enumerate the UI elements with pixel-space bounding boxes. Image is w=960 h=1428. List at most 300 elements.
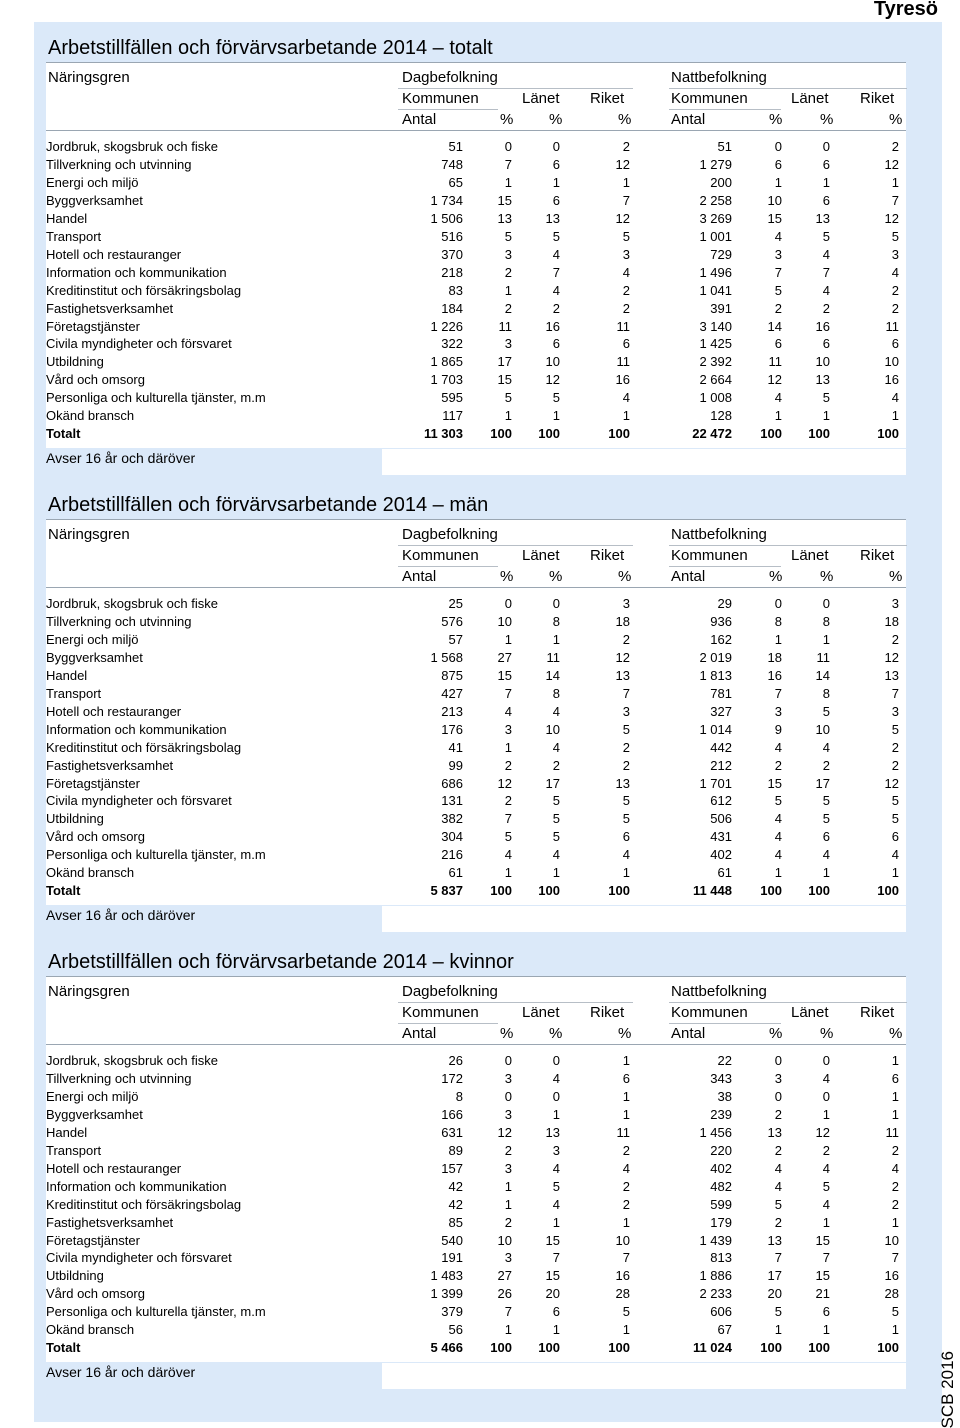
table-row: [46, 156, 906, 174]
cell-day-antal: 540: [441, 1232, 463, 1248]
row-label: Energi och miljö: [46, 174, 139, 190]
cell-night-pct-riket: 5: [891, 1304, 899, 1320]
cell-day-pct-riket: 5: [622, 1304, 630, 1320]
cell-day-antal: 595: [441, 390, 463, 406]
table-row: [46, 1249, 906, 1267]
day-header-underline: [398, 1002, 633, 1003]
table-row: [46, 846, 906, 864]
cell-night-pct-lan: 100: [808, 1340, 830, 1356]
cell-night-antal: 1 001: [699, 228, 732, 244]
col-header-night-riket: Riket: [860, 1004, 895, 1021]
cell-night-antal: 38: [717, 1088, 732, 1104]
cell-day-pct-lan: 5: [552, 390, 560, 406]
cell-night-pct-lan: 100: [808, 883, 830, 899]
cell-night-pct-riket: 6: [891, 336, 899, 352]
cell-night-pct-lan: 5: [822, 1178, 830, 1194]
cell-day-antal: 216: [441, 847, 463, 863]
row-label: Information och kommunikation: [46, 1178, 227, 1194]
cell-day-pct-riket: 1: [622, 1053, 630, 1068]
cell-day-pct-kommun: 26: [497, 1286, 512, 1302]
cell-day-pct-kommun: 17: [497, 354, 512, 370]
cell-day-pct-lan: 13: [545, 1124, 560, 1140]
cell-night-pct-riket: 3: [891, 703, 899, 719]
col-header-day-pct-riket: %: [618, 568, 632, 585]
cell-day-antal: 26: [448, 1053, 463, 1068]
table-row: [46, 1196, 906, 1214]
col-header-day-riket: Riket: [590, 1004, 625, 1021]
cell-day-pct-kommun: 27: [497, 649, 512, 665]
cell-day-pct-lan: 4: [552, 1196, 560, 1212]
row-label: Jordbruk, skogsbruk och fiske: [46, 1053, 218, 1068]
cell-night-pct-lan: 1: [822, 1322, 830, 1338]
cell-night-pct-kommun: 100: [760, 1340, 782, 1356]
cell-day-pct-kommun: 1: [504, 631, 512, 647]
header-bottom-rule: [46, 1044, 906, 1045]
cell-night-pct-lan: 7: [822, 1250, 830, 1266]
cell-day-pct-lan: 5: [552, 228, 560, 244]
cell-day-pct-riket: 4: [622, 390, 630, 406]
cell-night-antal: 431: [710, 829, 732, 845]
footnote: Avser 16 år och däröver: [46, 450, 196, 466]
cell-night-pct-kommun: 3: [774, 1070, 782, 1086]
cell-day-pct-riket: 4: [622, 1160, 630, 1176]
cell-day-pct-lan: 0: [552, 1053, 560, 1068]
cell-night-antal: 67: [717, 1322, 732, 1338]
cell-day-pct-riket: 1: [622, 1106, 630, 1122]
cell-day-antal: 166: [441, 1106, 463, 1122]
cell-night-pct-riket: 10: [884, 354, 899, 370]
cell-night-antal: 442: [710, 739, 732, 755]
table-row: [46, 1160, 906, 1178]
table-row: [46, 210, 906, 228]
cell-night-pct-kommun: 2: [774, 1214, 782, 1230]
cell-day-antal: 631: [441, 1124, 463, 1140]
cell-day-pct-kommun: 2: [504, 757, 512, 773]
cell-night-pct-kommun: 14: [767, 318, 782, 334]
cell-day-pct-kommun: 27: [497, 1268, 512, 1284]
cell-day-antal: 89: [448, 1142, 463, 1158]
cell-day-pct-kommun: 15: [497, 372, 512, 388]
cell-night-pct-kommun: 3: [774, 246, 782, 262]
table-row: [46, 1267, 906, 1285]
cell-night-pct-lan: 11: [816, 649, 830, 665]
cell-day-pct-kommun: 13: [497, 210, 512, 226]
table-row: [46, 1285, 906, 1303]
cell-night-antal: 162: [710, 631, 732, 647]
row-label: Vård och omsorg: [46, 829, 145, 845]
row-label: Handel: [46, 210, 88, 226]
row-label: Vård och omsorg: [46, 1286, 145, 1302]
cell-day-pct-riket: 1: [622, 1322, 630, 1338]
cell-day-pct-kommun: 10: [497, 613, 512, 629]
cell-night-pct-riket: 3: [891, 596, 899, 611]
cell-night-pct-riket: 2: [891, 1178, 899, 1194]
cell-day-pct-riket: 12: [615, 210, 630, 226]
cell-day-pct-riket: 5: [622, 228, 630, 244]
cell-day-pct-riket: 4: [622, 264, 630, 280]
cell-day-pct-lan: 4: [552, 847, 560, 863]
cell-night-pct-riket: 1: [891, 408, 899, 424]
cell-day-pct-kommun: 1: [504, 282, 512, 298]
col-header-day-lan: Länet: [522, 1004, 560, 1021]
cell-night-antal: 606: [710, 1304, 732, 1320]
cell-day-pct-riket: 2: [622, 631, 630, 647]
cell-day-antal: 1 483: [430, 1268, 463, 1284]
header-bottom-rule: [46, 587, 906, 588]
cell-day-antal: 1 226: [430, 318, 463, 334]
table-row: [46, 1232, 906, 1250]
cell-night-pct-lan: 15: [815, 1232, 830, 1248]
cell-day-pct-kommun: 0: [504, 139, 512, 154]
cell-day-pct-lan: 2: [552, 757, 560, 773]
cell-day-antal: 748: [441, 156, 463, 172]
cell-day-antal: 5 837: [430, 883, 463, 899]
cell-day-pct-kommun: 2: [504, 1214, 512, 1230]
table-row: [46, 335, 906, 353]
cell-night-pct-lan: 4: [822, 246, 830, 262]
cell-night-pct-riket: 12: [884, 156, 899, 172]
cell-night-antal: 482: [710, 1178, 732, 1194]
cell-night-pct-riket: 7: [891, 192, 899, 208]
cell-day-pct-riket: 7: [622, 685, 630, 701]
table-row: [46, 371, 906, 389]
row-label: Transport: [46, 685, 102, 701]
cell-day-antal: 1 399: [430, 1286, 463, 1302]
row-label: Byggverksamhet: [46, 192, 143, 208]
cell-night-pct-lan: 14: [815, 667, 830, 683]
col-header-night-pct-lan: %: [820, 111, 834, 128]
cell-day-antal: 382: [441, 811, 463, 827]
cell-night-antal: 22: [717, 1053, 732, 1068]
cell-night-pct-lan: 1: [822, 174, 830, 190]
cell-night-pct-lan: 7: [822, 264, 830, 280]
col-header-day-kommun: Kommunen: [402, 90, 479, 107]
cell-night-pct-lan: 17: [815, 775, 830, 791]
cell-night-pct-kommun: 4: [774, 1178, 782, 1194]
cell-night-antal: 1 701: [699, 775, 732, 791]
table-row: [46, 721, 906, 739]
cell-night-pct-lan: 0: [822, 1053, 830, 1068]
col-header-night-pct-lan: %: [820, 1025, 834, 1042]
day-kommun-underline: [398, 109, 498, 110]
col-header-day-antal: Antal: [402, 111, 437, 128]
section-title-text: Arbetstillfällen och förvärvsarbetande 2014 – totalt: [48, 37, 493, 59]
row-label: Företagstjänster: [46, 775, 140, 791]
footnote-background: [382, 906, 906, 932]
cell-night-pct-riket: 4: [891, 264, 899, 280]
row-label: Byggverksamhet: [46, 649, 143, 665]
col-header-day-kommun: Kommunen: [402, 1004, 479, 1021]
col-header-day-pct-lan: %: [549, 1025, 563, 1042]
cell-night-pct-lan: 8: [822, 685, 830, 701]
cell-night-antal: 11 448: [692, 883, 732, 899]
col-header-day-pct-riket: %: [618, 1025, 632, 1042]
cell-night-antal: 1 279: [699, 156, 732, 172]
cell-day-pct-lan: 1: [552, 631, 560, 647]
cell-day-pct-lan: 1: [552, 1106, 560, 1122]
cell-day-pct-kommun: 2: [504, 793, 512, 809]
table-row: [46, 828, 906, 846]
cell-day-pct-lan: 20: [545, 1286, 560, 1302]
night-kommun-underline: [669, 566, 781, 567]
cell-night-pct-kommun: 2: [774, 300, 782, 316]
cell-night-pct-kommun: 3: [774, 703, 782, 719]
table-row: [46, 407, 906, 425]
cell-night-pct-lan: 5: [822, 811, 830, 827]
col-header-night-kommun: Kommunen: [671, 547, 748, 564]
cell-day-pct-riket: 1: [622, 1088, 630, 1104]
col-header-day-pct-riket: %: [618, 111, 632, 128]
cell-day-antal: 56: [448, 1322, 463, 1338]
cell-day-antal: 576: [441, 613, 463, 629]
table-row: [46, 810, 906, 828]
row-label: Energi och miljö: [46, 1088, 139, 1104]
col-header-industry: Näringsgren: [48, 983, 130, 1000]
row-label: Information och kommunikation: [46, 264, 227, 280]
cell-night-pct-kommun: 1: [774, 865, 782, 881]
cell-night-antal: 391: [710, 300, 732, 316]
cell-night-antal: 61: [717, 865, 732, 881]
cell-day-pct-riket: 3: [622, 596, 630, 611]
cell-night-pct-riket: 4: [891, 847, 899, 863]
row-label: Handel: [46, 1124, 88, 1140]
col-header-night-kommun: Kommunen: [671, 90, 748, 107]
table-row: [46, 631, 906, 649]
cell-night-pct-kommun: 1: [774, 174, 782, 190]
cell-day-pct-riket: 13: [615, 775, 630, 791]
col-header-day-pct-kommun: %: [500, 1025, 514, 1042]
cell-day-pct-lan: 16: [545, 318, 560, 334]
cell-night-antal: 729: [710, 246, 732, 262]
table-row: [46, 1124, 906, 1142]
cell-day-pct-riket: 3: [622, 703, 630, 719]
table-row: [46, 613, 906, 631]
cell-night-pct-riket: 1: [891, 1106, 899, 1122]
cell-day-pct-kommun: 7: [504, 685, 512, 701]
cell-day-pct-riket: 100: [608, 426, 630, 442]
cell-day-antal: 42: [448, 1178, 463, 1194]
cell-day-pct-riket: 4: [622, 847, 630, 863]
cell-day-pct-kommun: 12: [497, 775, 512, 791]
cell-night-pct-riket: 13: [884, 667, 899, 683]
cell-day-pct-kommun: 5: [504, 228, 512, 244]
cell-night-pct-kommun: 4: [774, 228, 782, 244]
cell-night-pct-kommun: 9: [774, 721, 782, 737]
cell-day-pct-lan: 6: [552, 192, 560, 208]
cell-night-antal: 1 456: [699, 1124, 732, 1140]
cell-day-pct-kommun: 5: [504, 829, 512, 845]
table-row: [46, 1142, 906, 1160]
cell-night-pct-riket: 1: [891, 1053, 899, 1068]
row-label: Vård och omsorg: [46, 372, 145, 388]
cell-day-pct-kommun: 7: [504, 1304, 512, 1320]
cell-night-pct-riket: 1: [891, 1088, 899, 1104]
cell-day-pct-riket: 11: [616, 1124, 630, 1140]
cell-day-pct-riket: 13: [615, 667, 630, 683]
cell-night-antal: 2 019: [699, 649, 732, 665]
row-label: Personliga och kulturella tjänster, m.m: [46, 1304, 266, 1320]
row-label: Jordbruk, skogsbruk och fiske: [46, 596, 218, 611]
cell-night-pct-lan: 1: [822, 408, 830, 424]
footnote-background: [382, 1363, 906, 1389]
table-row-total: [46, 882, 906, 900]
cell-day-pct-kommun: 2: [504, 300, 512, 316]
cell-day-pct-riket: 2: [622, 282, 630, 298]
table-row: [46, 757, 906, 775]
cell-day-antal: 5 466: [430, 1340, 463, 1356]
row-label: Okänd bransch: [46, 865, 135, 881]
cell-night-pct-riket: 1: [891, 865, 899, 881]
day-header-underline: [398, 88, 633, 89]
section-title: [46, 22, 906, 63]
cell-day-pct-riket: 11: [616, 354, 630, 370]
cell-day-pct-riket: 100: [608, 1340, 630, 1356]
cell-day-pct-lan: 100: [538, 883, 560, 899]
cell-night-antal: 402: [710, 847, 732, 863]
footnote: Avser 16 år och däröver: [46, 907, 196, 923]
cell-day-pct-lan: 4: [552, 246, 560, 262]
table-row: [46, 318, 906, 336]
row-label: Transport: [46, 228, 102, 244]
table-row: [46, 649, 906, 667]
cell-day-pct-lan: 8: [552, 685, 560, 701]
table-row: [46, 353, 906, 371]
row-label: Byggverksamhet: [46, 1106, 143, 1122]
report-panel: [34, 22, 942, 1422]
cell-night-pct-riket: 2: [891, 1142, 899, 1158]
cell-night-pct-lan: 15: [815, 1268, 830, 1284]
cell-night-pct-kommun: 100: [760, 883, 782, 899]
cell-night-pct-kommun: 4: [774, 829, 782, 845]
cell-day-pct-kommun: 0: [504, 1053, 512, 1068]
cell-night-antal: 1 041: [699, 282, 732, 298]
cell-day-antal: 42: [448, 1196, 463, 1212]
cell-day-pct-lan: 1: [552, 1322, 560, 1338]
cell-night-antal: 51: [717, 139, 732, 154]
col-header-night: Nattbefolkning: [671, 526, 767, 543]
col-header-day-pct-kommun: %: [500, 111, 514, 128]
cell-night-pct-riket: 16: [884, 1268, 899, 1284]
cell-day-pct-kommun: 3: [504, 721, 512, 737]
cell-night-pct-kommun: 15: [767, 210, 782, 226]
cell-night-pct-kommun: 1: [774, 1322, 782, 1338]
cell-day-pct-lan: 7: [552, 264, 560, 280]
col-header-day-kommun: Kommunen: [402, 547, 479, 564]
cell-day-pct-riket: 6: [622, 1070, 630, 1086]
cell-night-pct-kommun: 5: [774, 1196, 782, 1212]
cell-day-antal: 191: [441, 1250, 463, 1266]
row-label: Okänd bransch: [46, 408, 135, 424]
cell-day-pct-kommun: 1: [504, 174, 512, 190]
table-row: [46, 685, 906, 703]
table-row: [46, 1214, 906, 1232]
cell-night-pct-kommun: 4: [774, 1160, 782, 1176]
cell-night-pct-riket: 2: [891, 757, 899, 773]
cell-day-pct-riket: 16: [615, 1268, 630, 1284]
cell-day-antal: 427: [441, 685, 463, 701]
cell-night-pct-riket: 1: [891, 1322, 899, 1338]
cell-night-pct-kommun: 0: [774, 139, 782, 154]
section-title: [46, 936, 906, 977]
col-header-night-pct-riket: %: [889, 568, 903, 585]
cell-day-pct-riket: 2: [622, 1142, 630, 1158]
table-row: [46, 138, 906, 156]
row-label: Civila myndigheter och försvaret: [46, 793, 232, 809]
cell-night-antal: 402: [710, 1160, 732, 1176]
cell-day-pct-kommun: 0: [504, 1088, 512, 1104]
cell-day-pct-kommun: 2: [504, 264, 512, 280]
cell-day-antal: 184: [441, 300, 463, 316]
cell-night-pct-riket: 16: [884, 372, 899, 388]
cell-day-pct-kommun: 7: [504, 156, 512, 172]
cell-night-pct-kommun: 0: [774, 1053, 782, 1068]
cell-day-pct-riket: 5: [622, 793, 630, 809]
row-label: Utbildning: [46, 811, 104, 827]
cell-day-pct-kommun: 4: [504, 703, 512, 719]
cell-night-antal: 22 472: [692, 426, 732, 442]
cell-night-antal: 1 496: [699, 264, 732, 280]
table-row: [46, 1052, 906, 1070]
cell-night-pct-kommun: 4: [774, 847, 782, 863]
col-header-night-antal: Antal: [671, 568, 706, 585]
cell-night-pct-kommun: 4: [774, 390, 782, 406]
day-kommun-underline: [398, 1023, 498, 1024]
row-label: Kreditinstitut och försäkringsbolag: [46, 1196, 242, 1212]
cell-night-pct-lan: 6: [822, 156, 830, 172]
cell-day-pct-lan: 4: [552, 1070, 560, 1086]
cell-night-antal: 3 269: [699, 210, 732, 226]
row-label: Kreditinstitut och försäkringsbolag: [46, 739, 242, 755]
cell-day-antal: 8: [455, 1088, 463, 1104]
row-label: Hotell och restauranger: [46, 1160, 182, 1176]
table-row: [46, 264, 906, 282]
cell-day-pct-kommun: 4: [504, 847, 512, 863]
row-label: Totalt: [46, 883, 81, 899]
cell-night-antal: 2 392: [699, 354, 732, 370]
cell-night-pct-kommun: 100: [760, 426, 782, 442]
cell-day-antal: 875: [441, 667, 463, 683]
cell-day-pct-riket: 2: [622, 300, 630, 316]
cell-night-pct-lan: 4: [822, 1160, 830, 1176]
table-row: [46, 595, 906, 613]
cell-day-antal: 51: [448, 139, 463, 154]
table-row: [46, 192, 906, 210]
cell-night-pct-lan: 10: [815, 721, 830, 737]
col-header-day-lan: Länet: [522, 90, 560, 107]
cell-day-pct-lan: 1: [552, 1214, 560, 1230]
cell-day-antal: 85: [448, 1214, 463, 1230]
cell-night-pct-kommun: 10: [767, 192, 782, 208]
col-header-night: Nattbefolkning: [671, 69, 767, 86]
day-kommun-underline: [398, 566, 498, 567]
cell-night-pct-riket: 6: [891, 1070, 899, 1086]
cell-day-antal: 172: [441, 1070, 463, 1086]
cell-night-pct-kommun: 1: [774, 631, 782, 647]
row-label: Energi och miljö: [46, 631, 139, 647]
col-header-day-pct-lan: %: [549, 111, 563, 128]
cell-night-pct-lan: 13: [815, 210, 830, 226]
row-label: Tillverkning och utvinning: [46, 1070, 192, 1086]
cell-day-pct-kommun: 1: [504, 1196, 512, 1212]
cell-night-pct-riket: 11: [885, 1124, 899, 1140]
col-header-night: Nattbefolkning: [671, 983, 767, 1000]
cell-night-pct-riket: 5: [891, 811, 899, 827]
cell-day-pct-lan: 6: [552, 1304, 560, 1320]
cell-night-pct-riket: 2: [891, 139, 899, 154]
cell-day-pct-lan: 4: [552, 703, 560, 719]
cell-night-pct-kommun: 16: [767, 667, 782, 683]
cell-night-pct-lan: 2: [822, 1142, 830, 1158]
